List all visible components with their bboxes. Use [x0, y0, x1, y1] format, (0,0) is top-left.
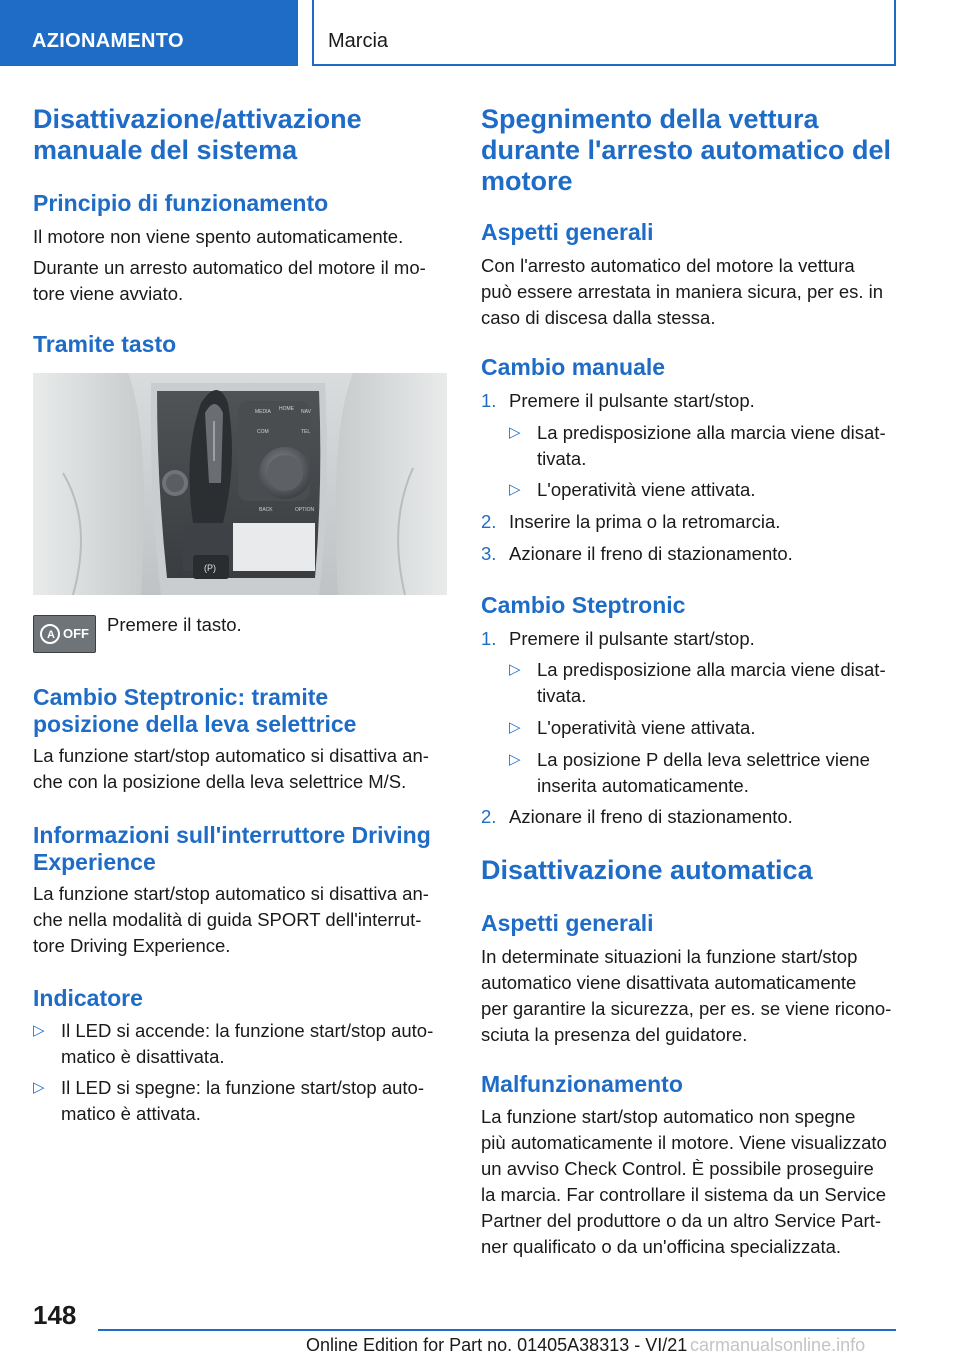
page-number: 148	[33, 1300, 77, 1330]
gear-selector-photo	[33, 373, 447, 595]
text-line: In determinate situazioni la funzione start/stop	[481, 946, 858, 967]
steptronic-paragraph	[33, 743, 447, 795]
off-button-icon	[33, 615, 96, 653]
step-text: Azionare il freno di stazionamento.	[509, 543, 793, 564]
heading-line: Cambio Steptronic: tramite	[33, 684, 329, 710]
step-number: 1.	[481, 628, 497, 649]
list-item	[33, 1075, 447, 1127]
console-illustration	[33, 373, 447, 595]
list-item-text: L'operatività viene attivata.	[537, 479, 756, 500]
list-item-text: L'operatività viene attivata.	[537, 717, 756, 738]
step-text: Premere il pulsante start/stop.	[509, 628, 755, 649]
bullet-arrow-icon: ▷	[509, 751, 521, 768]
svg-text:NAV: NAV	[301, 409, 311, 415]
text-line: caso di discesa dalla stessa.	[481, 307, 716, 328]
text-line: per garantire la sicurezza, per es. se viene ricono‐	[481, 998, 892, 1019]
title-line: Spegnimento della vettura	[481, 104, 819, 134]
list-item	[509, 420, 896, 472]
cambio-steptronic-heading: Cambio Steptronic	[481, 592, 686, 618]
press-text: Premere il tasto.	[107, 614, 242, 635]
text-line: ner qualificato o da un'officina specializzata.	[481, 1236, 842, 1257]
step-text: Azionare il freno di stazionamento.	[509, 806, 793, 827]
text-line: che nella modalità di guida SPORT dell'interrut‐	[33, 909, 422, 930]
list-item	[33, 1018, 447, 1070]
text-line: automatico viene disattivata automaticamente	[481, 972, 857, 993]
header-section-label: AZIONAMENTO	[32, 30, 184, 52]
indicatore-heading: Indicatore	[33, 985, 143, 1011]
manual-title-line: Disattivazione/attivazione	[33, 104, 362, 134]
steptronic-heading	[33, 684, 447, 738]
driving-experience-paragraph	[33, 881, 447, 959]
text-line: più automaticamente il motore. Viene visualizzato	[481, 1132, 887, 1153]
text-line: matico è disattivata.	[61, 1046, 225, 1067]
text-line: può essere arrestata in maniera sicura, per es. in	[481, 281, 884, 302]
heading-line: Experience	[33, 849, 156, 875]
svg-text:OPTION: OPTION	[295, 507, 315, 513]
text-line: un avviso Check Control. È possibile proseguire	[481, 1158, 874, 1179]
step-text: Premere il pulsante start/stop.	[509, 390, 755, 411]
step-item	[481, 509, 896, 535]
manual-title	[33, 104, 447, 166]
text-line: inserita automaticamente.	[537, 775, 749, 796]
text-line: tore viene avviato.	[33, 283, 184, 304]
footer-divider	[98, 1329, 896, 1331]
svg-text:TEL: TEL	[301, 429, 311, 435]
aspetti-generali-paragraph-2	[481, 944, 896, 1048]
principio-paragraph-2	[33, 255, 447, 307]
heading-line: Informazioni sull'interruttore Driving	[33, 822, 431, 848]
header-chapter-label: Marcia	[328, 30, 389, 52]
text-line: Partner del produttore o da un altro Service Part‐	[481, 1210, 882, 1231]
text-line: Il LED si spegne: la funzione start/stop auto‐	[61, 1077, 425, 1098]
list-item-text	[537, 657, 896, 709]
title-line: motore	[481, 166, 573, 196]
list-item-text	[537, 747, 896, 799]
tasto-heading: Tramite tasto	[33, 331, 177, 357]
svg-text:(P): (P)	[204, 563, 216, 573]
step-number: 1.	[481, 390, 497, 411]
text-line: Durante un arresto automatico del motore il mo‐	[33, 257, 426, 278]
step-number: 2.	[481, 806, 497, 827]
text-line: La predisposizione alla marcia viene disat‐	[537, 659, 886, 680]
bullet-arrow-icon: ▷	[509, 424, 521, 441]
text-line: La funzione start/stop automatico non spegne	[481, 1106, 856, 1127]
text-line: tivata.	[537, 448, 587, 469]
text-line: la marcia. Far controllare il sistema da un Service	[481, 1184, 887, 1205]
text-line: La predisposizione alla marcia viene disat‐	[537, 422, 886, 443]
principio-heading: Principio di funzionamento	[33, 190, 329, 216]
aspetti-generali-paragraph	[481, 253, 896, 331]
step-item	[481, 626, 896, 652]
title-line: durante l'arresto automatico del	[481, 135, 892, 165]
bullet-arrow-icon: ▷	[509, 481, 521, 498]
text-line: La funzione start/stop automatico si disattiva an‐	[33, 883, 429, 904]
list-item-text	[537, 420, 896, 472]
cambio-manuale-heading: Cambio manuale	[481, 354, 666, 380]
step-item	[481, 388, 896, 414]
malfunzionamento-paragraph	[481, 1104, 896, 1260]
svg-text:MEDIA: MEDIA	[255, 409, 271, 415]
malfunzionamento-heading: Malfunzionamento	[481, 1071, 683, 1097]
header-section-tab	[0, 0, 298, 66]
driving-experience-heading	[33, 822, 447, 876]
aspetti-generali-heading: Aspetti generali	[481, 219, 654, 245]
footer-watermark: carmanualsonline.info	[690, 1335, 866, 1355]
list-item-text	[61, 1075, 447, 1127]
manual-title-line: manuale del sistema	[33, 135, 298, 165]
text-line: Con l'arresto automatico del motore la vettura	[481, 255, 855, 276]
list-item	[509, 657, 896, 709]
text-line: sciuta la presenza del guidatore.	[481, 1024, 748, 1045]
text-line: La funzione start/stop automatico si disattiva an‐	[33, 745, 429, 766]
text-line: tore Driving Experience.	[33, 935, 231, 956]
bullet-arrow-icon: ▷	[33, 1022, 45, 1039]
svg-text:A: A	[47, 629, 55, 641]
step-item	[481, 541, 896, 567]
bullet-arrow-icon: ▷	[33, 1079, 45, 1096]
step-item	[481, 804, 896, 830]
text-line: La posizione P della leva selettrice viene	[537, 749, 870, 770]
text-line: che con la posizione della leva selettrice M/S.	[33, 771, 407, 792]
step-number: 2.	[481, 511, 497, 532]
list-item	[509, 715, 896, 741]
list-item	[509, 477, 896, 503]
svg-text:BACK: BACK	[259, 507, 273, 513]
text-line: Il LED si accende: la funzione start/stop auto‐	[61, 1020, 434, 1041]
svg-text:COM: COM	[257, 429, 269, 435]
spegnimento-title	[481, 104, 896, 197]
aspetti-generali-heading-2: Aspetti generali	[481, 910, 654, 936]
off-button-label: OFF	[63, 626, 89, 641]
footer-edition: Online Edition for Part no. 01405A38313 - VI/21	[306, 1335, 688, 1355]
list-item-text	[61, 1018, 447, 1070]
text-line: tivata.	[537, 685, 587, 706]
step-number: 3.	[481, 543, 497, 564]
step-text: Inserire la prima o la retromarcia.	[509, 511, 781, 532]
principio-paragraph-1: Il motore non viene spento automaticamente.	[33, 226, 404, 247]
heading-line: posizione della leva selettrice	[33, 711, 357, 737]
list-item	[509, 747, 896, 799]
text-line: matico è attivata.	[61, 1103, 201, 1124]
bullet-arrow-icon: ▷	[509, 719, 521, 736]
disattivazione-automatica-title: Disattivazione automatica	[481, 855, 813, 885]
bullet-arrow-icon: ▷	[509, 661, 521, 678]
svg-text:HOME: HOME	[279, 406, 294, 412]
header-chapter-box	[312, 0, 896, 66]
